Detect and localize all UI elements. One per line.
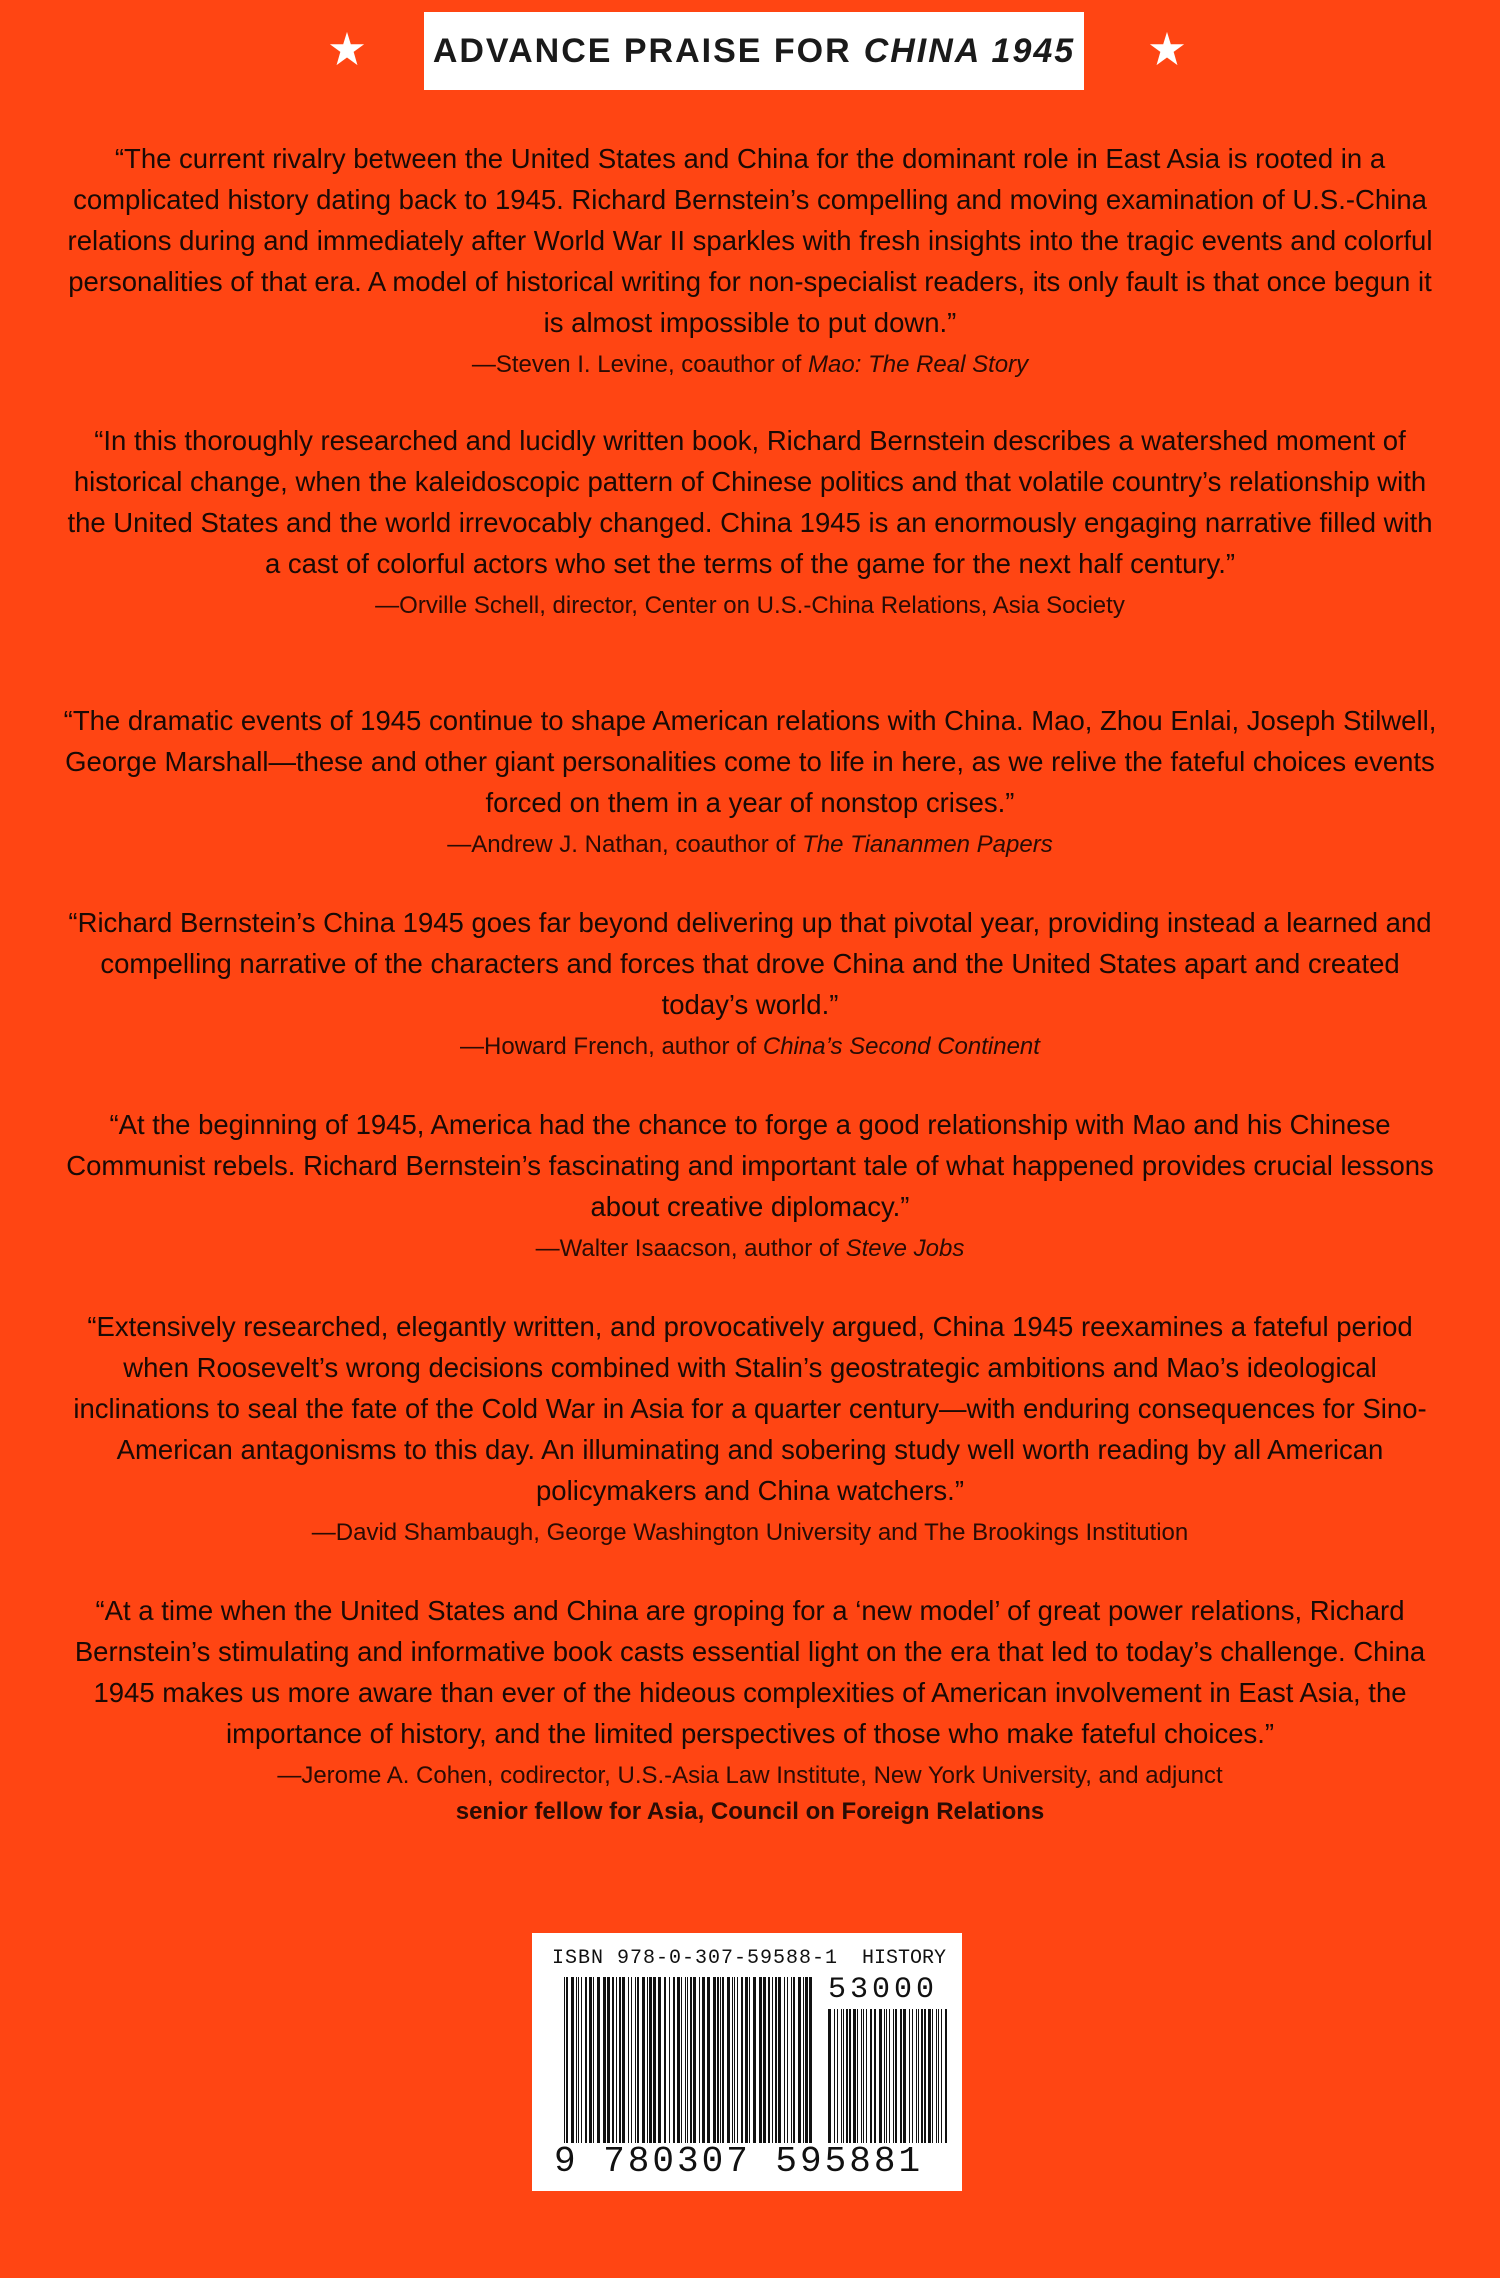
barcode-bar	[734, 1977, 735, 2143]
blurb-4	[60, 902, 1440, 1065]
category-label: HISTORY	[861, 1947, 946, 1970]
barcode-bar	[642, 1977, 645, 2143]
blurb-quote: “The dramatic events of 1945 continue to shape American relations with China. Mao, Zhou Enlai, Joseph Stilwell, George Marshall—these and other giant personalities come to life in here, as we relive the fateful choices events forced on them in a year of nonstop crises.”	[63, 705, 1437, 818]
attribution-book-title: Mao: The Real Story	[808, 351, 1029, 378]
barcode-bar	[669, 1977, 670, 2143]
barcode-bar	[635, 1977, 636, 2143]
attribution-text: —Orville Schell, director, Center on U.S.-China Relations, Asia Society	[375, 592, 1125, 619]
barcode-bar	[681, 1977, 682, 2143]
barcode-bar	[784, 1977, 785, 2143]
barcode-bar	[900, 2009, 902, 2143]
attribution-text: —David Shambaugh, George Washington University and The Brookings Institution	[311, 1519, 1189, 1546]
barcode-bar	[603, 1977, 606, 2143]
blurb-attribution	[60, 1029, 1440, 1065]
barcode-bar	[936, 2009, 937, 2143]
blurb-quote: “The current rivalry between the United States and China for the dominant role in East Asia is rooted in a complicated history dating back to 1945. Richard Bernstein’s compelling and moving examination of U.S.-China relations during and immediately after World War II sparkles with fresh insights into the tragic events and colorful personalities of that era. A model of historical writing for non-specialist readers, its only fault is that once begun it is almost impossible to put down.”	[67, 143, 1433, 338]
barcode-bar	[589, 1977, 592, 2143]
barcode-bar	[809, 1977, 812, 2143]
barcode-bar	[564, 1977, 565, 2143]
barcode-bar	[921, 2009, 923, 2143]
blurb-attribution	[60, 1758, 1440, 1830]
barcode-box	[532, 1933, 962, 2191]
barcode-bar	[805, 1977, 808, 2143]
barcode-bar	[928, 2009, 931, 2143]
barcode-bar	[768, 1977, 770, 2143]
barcode-bar	[912, 2009, 913, 2143]
barcode-bar	[866, 2009, 867, 2143]
barcode-bar	[717, 1977, 719, 2143]
barcode-bar	[863, 2009, 864, 2143]
header-banner	[424, 12, 1084, 90]
barcode-bar	[566, 1977, 568, 2143]
attribution-text: —Howard French, author of	[460, 1033, 757, 1060]
attribution-text: —Andrew J. Nathan, coauthor of	[447, 831, 796, 858]
barcode-bar	[857, 2009, 858, 2143]
blurb-attribution	[60, 588, 1440, 624]
attribution-book-title: China’s Second Continent	[762, 1033, 1040, 1060]
barcode-bar	[581, 1977, 582, 2143]
barcode-bar	[597, 1977, 600, 2143]
blurb-attribution	[60, 347, 1440, 383]
barcode-bar	[893, 2009, 894, 2143]
barcode-bar	[861, 2009, 862, 2143]
barcode-bar	[846, 2009, 848, 2143]
blurb-quote: “At a time when the United States and China are groping for a ‘new model’ of great power relations, Richard Bernstein’s stimulating and informative book casts essential light on the era that led to today’s challenge. China 1945 makes us more aware than ever of the hideous complexities of American involvement in East Asia, the importance of history, and the limited perspectives of those who make fateful choices.”	[74, 1595, 1426, 1749]
barcode-bar	[749, 1977, 750, 2143]
barcode-bar	[693, 1977, 696, 2143]
barcode-bar	[763, 1977, 766, 2143]
barcode-bar	[791, 1977, 792, 2143]
blurb-quote: “In this thoroughly researched and lucidly written book, Richard Bernstein describes a watershed moment of historical change, when the kaleidoscopic pattern of Chinese politics and that volatile country’s relationship with the United States and the world irrevocably changed. China 1945 is an enormously engaging narrative filled with a cast of colorful actors who set the terms of the game for the next half century.”	[67, 425, 1433, 579]
barcode-bar	[707, 1977, 710, 2143]
barcode-bar	[593, 1977, 594, 2143]
barcode-bar	[916, 2009, 917, 2143]
blurb-quote: “Richard Bernstein’s China 1945 goes far beyond delivering up that pivotal year, providing instead a learned and compelling narrative of the characters and forces that drove China and the United States apart and created today’s world.”	[68, 907, 1432, 1020]
barcode-bar	[737, 1977, 738, 2143]
barcode-bar	[843, 2009, 844, 2143]
attribution-book-title: The Tiananmen Papers	[802, 831, 1053, 858]
barcode-bar	[732, 1977, 733, 2143]
barcode-bar	[798, 1977, 801, 2143]
attribution-text: —Jerome A. Cohen, codirector, U.S.-Asia Law Institute, New York University, and adjunct	[277, 1762, 1223, 1789]
barcode-bar	[677, 1977, 680, 2143]
barcode-bar	[571, 1977, 574, 2143]
barcode-bar	[889, 2009, 890, 2143]
barcode-bar	[612, 1977, 614, 2143]
barcode-bar	[673, 1977, 675, 2143]
attribution-text: —Walter Isaacson, author of	[535, 1235, 839, 1262]
blurb-5	[60, 1104, 1440, 1267]
blurb-3	[60, 700, 1440, 863]
barcode-bar	[713, 1977, 716, 2143]
blurb-quote: “At the beginning of 1945, America had the chance to forge a good relationship with Mao and his Chinese Communist rebels. Richard Bernstein’s fascinating and important tale of what happened provides crucial lessons about creative diplomacy.”	[66, 1109, 1434, 1222]
blurb-attribution	[60, 827, 1440, 863]
barcode-bar	[909, 2009, 910, 2143]
barcode-bar	[585, 1977, 587, 2143]
right-star-icon	[1148, 30, 1186, 68]
barcode-bar	[918, 2009, 919, 2143]
barcode-bar	[778, 1977, 781, 2143]
barcode-bar	[578, 1977, 579, 2143]
barcode-bar	[664, 1977, 666, 2143]
barcode-bar	[853, 2009, 856, 2143]
barcode-bar	[903, 2009, 906, 2143]
barcode-bar	[895, 2009, 897, 2143]
blurb-attribution	[60, 1231, 1440, 1267]
barcode-bar	[576, 1977, 577, 2143]
barcode-bar	[647, 1977, 648, 2143]
blurb-quote: “Extensively researched, elegantly written, and provocatively argued, China 1945 reexamines a fateful period when Roosevelt’s wrong decisions combined with Stalin’s geostrategic ambitions and Mao’s ideological inclinations to seal the fate of the Cold War in Asia for a quarter century—with enduring consequences for Sino-American antagonisms to this day. An illuminating and sobering study well worth reading by all American policymakers and China watchers.”	[73, 1311, 1427, 1506]
blurb-2	[60, 420, 1440, 624]
blurb-7	[60, 1590, 1440, 1830]
isbn-label: ISBN 978-0-307-59588-1	[552, 1947, 839, 1970]
barcode-bar	[616, 1977, 617, 2143]
barcode-bar	[727, 1977, 730, 2143]
attribution-book-title: Steve Jobs	[845, 1235, 965, 1262]
barcode-bar	[879, 2009, 882, 2143]
barcode-bar	[924, 2009, 926, 2143]
barcode-bar	[628, 1977, 629, 2143]
barcode-digits: 9 780307 595881	[554, 2141, 924, 2182]
barcode-bar	[685, 1977, 686, 2143]
header-title-prefix: ADVANCE PRAISE FOR	[432, 31, 852, 70]
price-code: 53000	[828, 1973, 939, 2007]
barcode-bar	[837, 2009, 838, 2143]
barcode-bar	[622, 1977, 625, 2143]
blurb-1	[60, 138, 1440, 383]
barcode-bar	[637, 1977, 639, 2143]
barcode-bar	[741, 1977, 743, 2143]
blurb-attribution	[60, 1515, 1440, 1551]
blurb-6	[60, 1306, 1440, 1551]
barcode-bar	[687, 1977, 688, 2143]
barcode-bar	[722, 1977, 724, 2143]
barcode-bar	[699, 1977, 700, 2143]
left-star-icon	[328, 30, 366, 68]
barcode-bar	[619, 1977, 621, 2143]
barcode-bar	[753, 1977, 756, 2143]
barcode-bar	[793, 1977, 795, 2143]
barcode-bar	[941, 2009, 942, 2143]
barcode-bar	[874, 2009, 876, 2143]
barcode-bar	[607, 1977, 610, 2143]
barcode-bar	[631, 1977, 632, 2143]
attribution-text: —Steven I. Levine, coauthor of	[471, 351, 802, 378]
barcode-bar	[841, 2009, 842, 2143]
barcode-bar	[870, 2009, 872, 2143]
barcode-bar	[653, 1977, 656, 2143]
barcode-bar	[849, 2009, 851, 2143]
barcode-bar	[803, 1977, 804, 2143]
barcode-bar	[690, 1977, 692, 2143]
barcode-addon-icon	[828, 2009, 948, 2143]
barcode-bar	[834, 2009, 835, 2143]
barcode-bar	[772, 1977, 773, 2143]
barcode-bar	[649, 1977, 652, 2143]
barcode-bar	[945, 2009, 947, 2143]
header-book-title: CHINA 1945	[863, 31, 1076, 70]
barcode-main-icon	[564, 1977, 814, 2143]
barcode-bar	[828, 2009, 831, 2143]
attribution-text-line2: senior fellow for Asia, Council on Foreign Relations	[455, 1798, 1045, 1825]
barcode-bar	[884, 2009, 885, 2143]
barcode-bar	[938, 2009, 939, 2143]
barcode-bar	[886, 2009, 887, 2143]
barcode-bar	[658, 1977, 661, 2143]
barcode-bar	[702, 1977, 705, 2143]
barcode-bar	[932, 2009, 933, 2143]
barcode-bar	[720, 1977, 721, 2143]
barcode-bar	[787, 1977, 788, 2143]
barcode-bar	[775, 1977, 777, 2143]
barcode-bar	[745, 1977, 748, 2143]
barcode-bar	[759, 1977, 762, 2143]
